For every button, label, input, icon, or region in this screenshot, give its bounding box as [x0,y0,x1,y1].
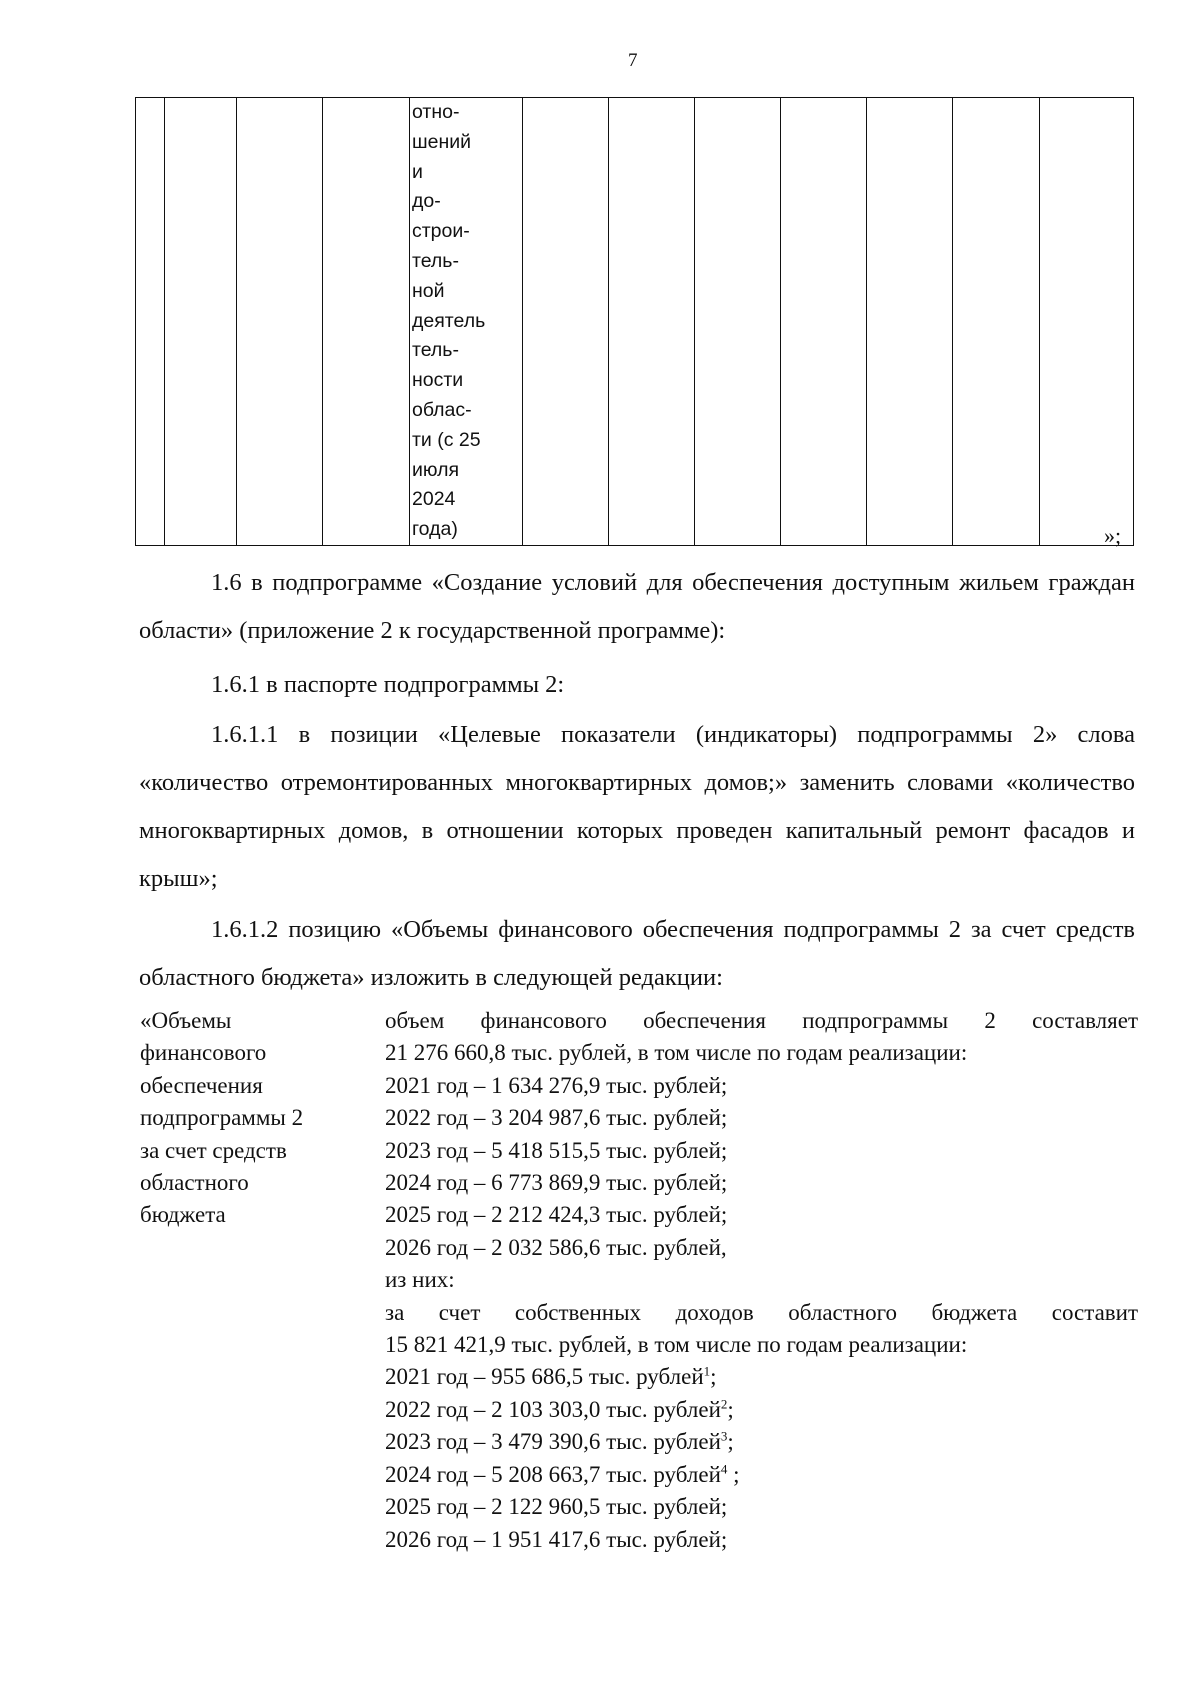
table-cell [323,98,410,546]
footnote-ref: 3 [720,1428,728,1444]
table-cell [237,98,323,546]
table-cell-line: тель- [412,339,459,362]
table-cell-line: строи- [412,220,470,243]
table-cell [136,98,165,546]
paragraph-1-6-1: 1.6.1 в паспорте подпрограммы 2: [211,671,565,698]
table-cell-line: года) [412,518,458,541]
table-cell-line: и [412,160,423,183]
table-cell-line: отно- [412,101,460,123]
year-line: 2021 год – 1 634 276,9 тыс. рублей; [385,1072,728,1098]
label-line: подпрограммы 2 [140,1105,304,1131]
table-cell-line: июля [412,458,460,481]
label-line: обеспечения [140,1072,263,1098]
table-cell [781,98,867,546]
label-line: финансового [140,1040,267,1066]
table-cell-text [410,98,523,546]
label-line: бюджета [140,1202,226,1228]
label-line: областного [140,1170,249,1196]
own-year-line: 2024 год – 5 208 663,7 тыс. рублей$^4$ ; [385,1461,740,1487]
year-line: 2023 год – 5 418 515,5 тыс. рублей; [385,1137,728,1163]
year-line: 2025 год – 2 212 424,3 тыс. рублей; [385,1202,728,1228]
closing-quote-mark: »; [1104,523,1122,548]
own-year-line: 2021 год – 955 686,5 тыс. рублей$^1$; [385,1363,717,1390]
table-cell-line: тель- [412,249,459,272]
label-line: за счет средств [140,1137,287,1163]
table-cell-line: до- [412,190,441,213]
finance-position-value [385,1005,1138,1556]
paragraph-1-6: 1.6 в подпрограмме «Создание условий для обеспечения доступным жильем граждан области» (приложение 2 к государственной программе): [139,569,1135,644]
paragraph-1-6-1-1: 1.6.1.1 в позиции «Целевые показатели (индикаторы) подпрограммы 2» слова «количество отремонтированных многоквартирных домов;» заменить словами «количество многоквартирных домов, в отношении которых проведен капитальный ремонт фасадов и крыш»; [139,721,1135,892]
page-number: 7 [628,50,638,71]
finance-position-label [140,1005,303,1232]
year-line: 2026 год – 2 032 586,6 тыс. рублей, [385,1234,727,1260]
own-income-intro: за счет собственных доходов областного бюджета составит [385,1299,1138,1325]
table-cell-line: шений [412,130,472,153]
table-cell-line: ти (с 25 [412,428,481,451]
year-line: 2022 год – 3 204 987,6 тыс. рублей; [385,1105,728,1131]
own-year-line: 2025 год – 2 122 960,5 тыс. рублей; [385,1494,728,1520]
footnote-ref: 1 [703,1363,711,1379]
footnote-ref: 4 [720,1461,728,1477]
paragraph-1-6-1-2: 1.6.1.2 позицию «Объемы финансового обеспечения подпрограммы 2 за счет средств областного бюджета» изложить в следующей редакции: [139,916,1135,991]
continued-table-fragment [135,97,1134,546]
table-cell [523,98,609,546]
finance-total: 21 276 660,8 тыс. рублей, в том числе по годам реализации: [385,1040,968,1066]
finance-intro: объем финансового обеспечения подпрограммы 2 составляет [385,1008,1138,1033]
table-cell-line: ности [412,369,464,392]
own-year-line: 2026 год – 1 951 417,6 тыс. рублей; [385,1526,728,1552]
table-cell-line: облас- [412,398,472,421]
own-year-line: 2023 год – 3 479 390,6 тыс. рублей$^3$; [385,1428,734,1455]
year-line: 2024 год – 6 773 869,9 тыс. рублей; [385,1170,728,1196]
own-income-total: 15 821 421,9 тыс. рублей, в том числе по годам реализации: [385,1332,968,1358]
footnote-ref: 2 [720,1396,728,1412]
table-cell [609,98,695,546]
table-cell [695,98,781,546]
table-cell [165,98,237,546]
table-cell-line: деятель [412,309,486,332]
table-cell-line: ной [412,279,445,302]
table-cell [1040,98,1134,546]
table-cell-line: 2024 [412,488,456,511]
table-cell [867,98,953,546]
of-which-label: из них: [385,1267,455,1293]
own-year-line: 2022 год – 2 103 303,0 тыс. рублей$^2$; [385,1396,734,1422]
table-cell [953,98,1040,546]
label-line: «Объемы [140,1008,232,1033]
